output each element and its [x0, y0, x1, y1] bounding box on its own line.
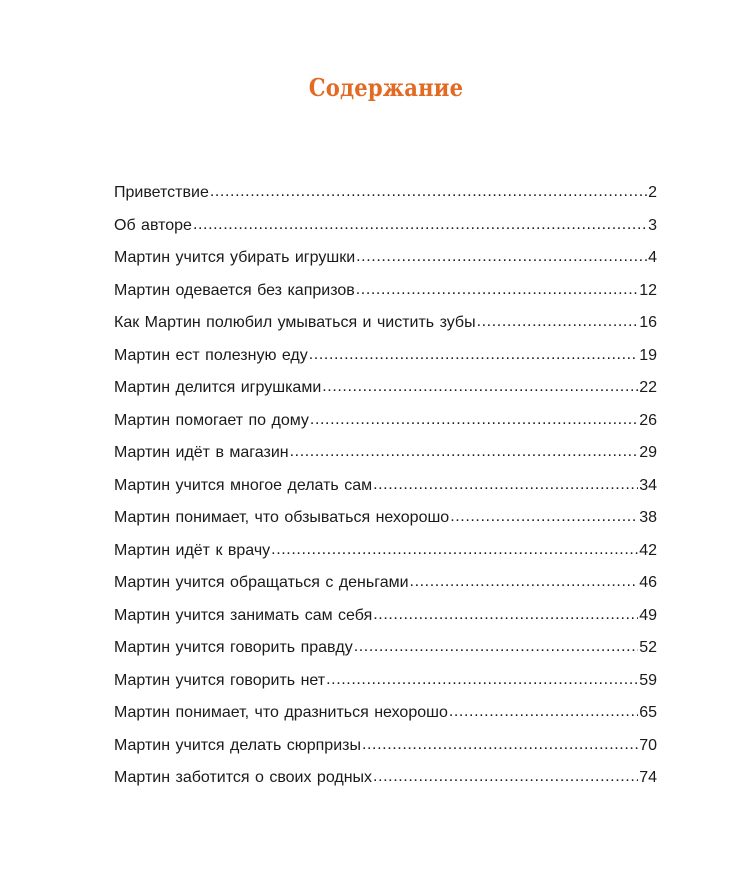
toc-leader-dots	[373, 769, 638, 787]
toc-entry-title: Мартин идёт в магазин	[114, 444, 289, 462]
toc-entry-page: 49	[639, 606, 657, 624]
toc-leader-dots	[210, 184, 647, 202]
toc-leader-dots	[373, 607, 638, 625]
toc-entry-page: 65	[639, 704, 657, 722]
toc-entry	[114, 210, 657, 243]
toc-entry	[114, 697, 657, 730]
toc-entry-page: 12	[639, 281, 657, 299]
toc-entry-page: 26	[639, 411, 657, 429]
page-title: Содержание	[308, 73, 464, 102]
toc-entry	[114, 535, 657, 568]
toc-entry	[114, 762, 657, 795]
toc-entry	[114, 502, 657, 535]
toc-entry	[114, 470, 657, 503]
toc-entry-title: Мартин учится убирать игрушки	[114, 249, 356, 267]
toc-entry-page: 59	[639, 671, 657, 689]
toc-entry-page: 4	[648, 249, 657, 267]
toc-entry-page: 19	[639, 346, 657, 364]
toc-entry-page: 52	[639, 639, 657, 657]
toc-entry-title: Мартин понимает, что обзываться нехорошо	[114, 509, 450, 527]
toc-entry-page: 29	[639, 444, 657, 462]
toc-entry	[114, 340, 657, 373]
toc-entry-title: Мартин понимает, что дразниться нехорошо	[114, 704, 448, 722]
toc-entry	[114, 665, 657, 698]
toc-entry	[114, 632, 657, 665]
toc-entry-title: Мартин учится занимать сам себя	[114, 606, 373, 624]
toc-leader-dots	[193, 217, 647, 235]
toc-leader-dots	[326, 672, 638, 690]
toc-entry	[114, 730, 657, 763]
toc-entry-page: 42	[639, 541, 657, 559]
toc-entry-title: Мартин одевается без капризов	[114, 281, 355, 299]
toc-entry-page: 70	[639, 736, 657, 754]
toc-leader-dots	[449, 704, 638, 722]
toc-leader-dots	[322, 379, 638, 397]
toc-entry-page: 46	[639, 574, 657, 592]
toc-entry-title: Мартин заботится о своих родных	[114, 769, 373, 787]
toc-entry-title: Мартин ест полезную еду	[114, 346, 308, 364]
toc-entry	[114, 437, 657, 470]
toc-entry-title: Мартин идёт к врачу	[114, 541, 271, 559]
toc-entry-page: 3	[648, 216, 657, 234]
toc-entry-title: Мартин учится говорить правду	[114, 639, 353, 657]
toc-entry-title: Мартин делится игрушками	[114, 379, 322, 397]
toc-entry-title: Приветствие	[114, 184, 209, 202]
toc-entry-page: 34	[639, 476, 657, 494]
toc-entry-page: 22	[639, 379, 657, 397]
toc-entry-page: 2	[648, 184, 657, 202]
toc-leader-dots	[310, 412, 638, 430]
toc-entry-title: Мартин учится делать сюрпризы	[114, 736, 361, 754]
toc-entry-page: 74	[639, 769, 657, 787]
toc-leader-dots	[354, 639, 639, 657]
toc-leader-dots	[309, 347, 638, 365]
toc-leader-dots	[373, 477, 638, 495]
toc-leader-dots	[362, 737, 638, 755]
toc-entry	[114, 242, 657, 275]
toc-entry	[114, 275, 657, 308]
toc-entry	[114, 177, 657, 210]
toc-entry-title: Об авторе	[114, 216, 192, 234]
toc-leader-dots	[356, 282, 638, 300]
toc-leader-dots	[290, 444, 639, 462]
toc-leader-dots	[450, 509, 638, 527]
toc-entry-page: 38	[639, 509, 657, 527]
toc-leader-dots	[356, 249, 647, 267]
toc-entry	[114, 600, 657, 633]
toc-entry	[114, 372, 657, 405]
toc-entry-title: Мартин учится говорить нет	[114, 671, 326, 689]
toc-leader-dots	[410, 574, 639, 592]
toc-entry-title: Мартин помогает по дому	[114, 411, 309, 429]
toc-entry-title: Мартин учится многое делать сам	[114, 476, 373, 494]
toc-entry-title: Как Мартин полюбил умываться и чистить зубы	[114, 314, 476, 332]
toc-entry	[114, 567, 657, 600]
toc-entry-title: Мартин учится обращаться с деньгами	[114, 574, 409, 592]
table-of-contents	[114, 177, 657, 795]
toc-entry-page: 16	[639, 314, 657, 332]
toc-leader-dots	[477, 314, 639, 332]
toc-entry	[114, 307, 657, 340]
toc-leader-dots	[271, 542, 638, 560]
toc-entry	[114, 405, 657, 438]
